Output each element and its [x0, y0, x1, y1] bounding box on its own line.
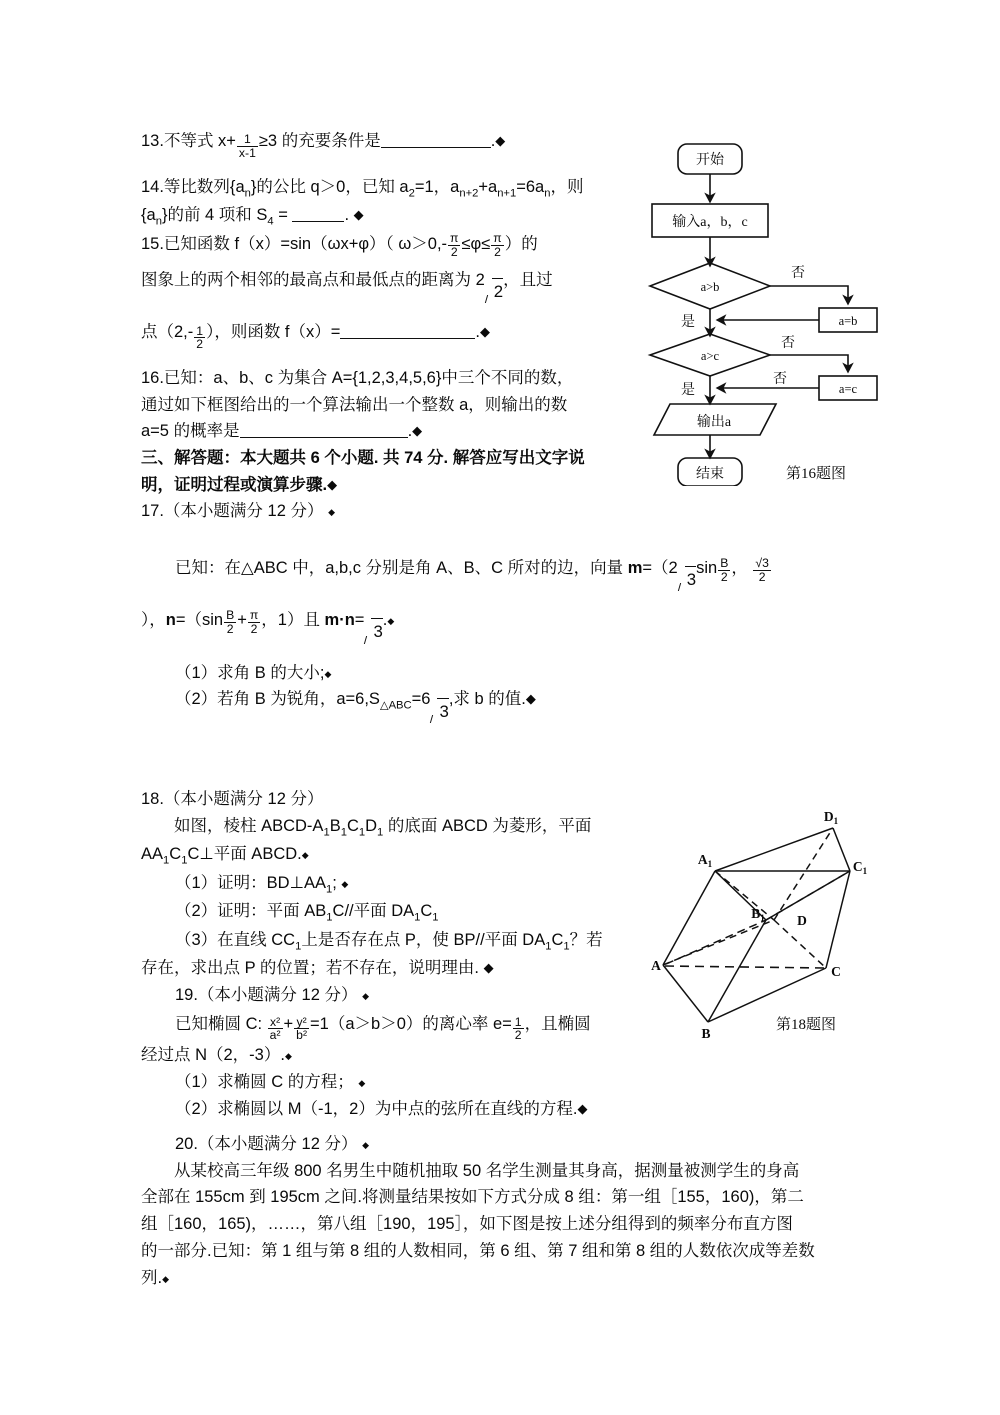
q13-period: . [490, 132, 496, 150]
question-18-block [141, 786, 646, 1122]
q13-text-b: ≥3 的充要条件是 [258, 132, 381, 150]
q19-f1-num: x² [270, 1014, 281, 1029]
q18-sub3-d: ？若 [569, 930, 603, 949]
edge-d-d1-hidden [774, 828, 833, 920]
q19-f3-num: 1 [514, 1014, 522, 1029]
q20-line1: 从某校高三年级 800 名男生中随机抽取 50 名学生测量其身高，据测量被测学生的身高 [174, 1161, 800, 1180]
q18-sub2-a: （2）证明：平面 AB [175, 902, 327, 921]
q17-line1-b: =（2 [642, 559, 678, 577]
q14-line2-d: . [344, 206, 350, 225]
q17-line1-a: 已知：在△ABC 中，a,b,c 分别是角 A、B、C 所对的边，向量 [175, 559, 628, 577]
q20-line2: 全部在 155cm 到 195cm 之间.将测量结果按如下方式分成 8 组：第一组［155，160)，第二 [141, 1188, 804, 1207]
q14-line1-c: =1，a [414, 177, 460, 196]
q18-sub3-c: C [551, 930, 564, 949]
q17-line2-marker: ◆ [387, 616, 395, 627]
section-3-line2-text: 明，证明过程或演算步骤. [141, 475, 328, 494]
q13-fraction [237, 133, 258, 159]
q17-header-text: 17.（本小题满分 12 分） [141, 502, 324, 521]
q13-end-marker: ◆ [495, 133, 506, 148]
question-16-line1: 16.已知：a、b、c 为集合 A={1,2,3,4,5,6}中三个不同的数， [141, 368, 574, 387]
q19-f2-num: y² [296, 1014, 307, 1029]
q19-header-marker: ◆ [362, 990, 369, 1001]
section-3-marker: ◆ [327, 476, 338, 492]
flow-edge-yes-1: 是 [681, 315, 695, 330]
q15-half-num: 1 [196, 323, 204, 338]
q13-fraction-denominator: x-1 [238, 145, 256, 160]
q17-pi-over-2 [248, 609, 260, 635]
q19-line2-text: 经过点 N（2，-3）. [141, 1046, 285, 1065]
q18-sub-a1b: 1 [163, 854, 170, 867]
edge-a1-a [663, 871, 715, 965]
q18-sub-d1: 1 [377, 826, 384, 839]
vertex-label-b: B [701, 1026, 711, 1041]
edge-b-c [708, 968, 826, 1022]
flow-label-input: 输入a，b，c [672, 215, 748, 230]
q20-header [141, 1131, 886, 1158]
q18-line2-c: C⊥平面 ABCD. [187, 845, 302, 864]
q15-pi-over-2-left [448, 232, 460, 258]
q18-sub2-c: C [420, 902, 433, 921]
q17-line1 [141, 555, 886, 593]
flow-label-assign-2: a=c [838, 382, 858, 396]
q17-sub2 [141, 686, 886, 724]
q19-f3-den: 2 [514, 1028, 522, 1043]
q18-line2-a: AA [141, 845, 164, 864]
q17-sub1-marker: ◆ [324, 668, 332, 679]
flow-edge-yes-2: 是 [681, 383, 695, 398]
q17-line2-e: = [354, 611, 365, 630]
q19-line1-b: + [283, 1014, 294, 1033]
q15-line1-a: 15.已知函数 f（x）=sin（ωx+φ）（ ω＞0,- [141, 234, 448, 253]
solid-caption: 第18题图 [775, 1017, 837, 1033]
q19-sub1-marker: ◆ [358, 1077, 366, 1088]
q18-sub1-subscript: 1 [325, 882, 333, 895]
q15-pi-over-2-right [491, 232, 503, 258]
solid-figure-18 [648, 798, 900, 1050]
section-3-line2 [141, 472, 641, 499]
question-17-body [141, 555, 886, 725]
question-15-line3 [141, 319, 641, 351]
question-15-line2 [141, 267, 641, 305]
flow-label-output: 输出a [696, 415, 732, 430]
q14-line1-b: }的公比 q＞0，已知 a [250, 177, 409, 196]
q19-header [141, 982, 646, 1009]
q17-vector-m: m [627, 559, 643, 577]
q18-sub2-s2: 1 [414, 911, 421, 924]
q17-line2-b: =（sin [175, 611, 224, 630]
q18-sub4 [141, 955, 646, 982]
q18-sub3-s3: 1 [563, 939, 570, 952]
q18-line2-b: C [169, 845, 182, 864]
q13-fraction-numerator: 1 [244, 132, 251, 147]
flowchart-figure-16 [636, 136, 894, 486]
q17-line2-f: . [382, 611, 388, 630]
q15-half-fraction [194, 325, 205, 351]
q18-sub3-b: 上是否存在点 P，使 BP//平面 DA [301, 930, 546, 949]
q17-line1-c: sin [696, 559, 718, 577]
q17-sub2-c: ,求 b 的值. [448, 690, 526, 709]
q18-line2-marker: ◆ [301, 850, 309, 861]
q17-sqrt3-over-2 [753, 557, 770, 583]
q17-sub2-b: =6 [411, 690, 431, 709]
q19-line1 [141, 1009, 646, 1043]
q17-pi-den: 2 [248, 622, 260, 636]
q18-sub4-marker: ◆ [483, 960, 494, 976]
q17-pi-num: π [249, 608, 259, 623]
q14-end-marker: ◆ [353, 207, 364, 223]
edge-c1-c [826, 871, 850, 968]
q18-sub2-s3: 1 [432, 911, 439, 924]
q13-answer-blank[interactable] [381, 147, 491, 148]
q19-sub2-marker: ◆ [577, 1100, 588, 1116]
q18-line2 [141, 841, 646, 869]
flow-edge-no-3: 否 [773, 372, 787, 387]
q17-line2-a: ）， [141, 611, 166, 630]
q19-line1-d: ，且椭圆 [524, 1014, 591, 1033]
q19-fraction-y2-b2 [294, 1016, 309, 1042]
q18-sub1-a: （1）证明：BD⊥AA [175, 873, 326, 892]
q15-line2-b: ，且过 [503, 270, 553, 289]
vertex-label-b1: $B_1$ [751, 906, 765, 923]
q18-sub1-marker: ◆ [341, 878, 349, 889]
q19-sub1 [141, 1069, 646, 1096]
question-13 [141, 128, 641, 160]
q14-sub-2: 2 [408, 186, 415, 199]
q20-line4: 的一部分.已知：第 1 组与第 8 组的人数相同，第 6 组、第 7 组和第 8 组的人数依次成等差数 [141, 1241, 815, 1260]
q17-radical-3 [678, 565, 696, 593]
q17-line2-d: ，1）且 [261, 611, 325, 630]
q18-sub4-text: 存在，求出点 P 的位置；若不存在，说明理由. [141, 959, 479, 978]
question-16-line3 [141, 418, 641, 445]
q15-line3-b: ），则函数 f（x）= [206, 323, 341, 342]
q14-line1-d: +a [478, 177, 498, 196]
q14-line1-f: ，则 [550, 177, 584, 196]
q20-line5-text: 列. [141, 1268, 163, 1287]
q17-line2-c: + [237, 611, 247, 630]
q16-line3-a: a=5 的概率是 [141, 422, 240, 441]
q19-fraction-x2-a2 [268, 1016, 283, 1042]
q17-sub2-a: （2）若角 B 为锐角，a=6,S [175, 690, 380, 709]
q18-line1-b: B [329, 816, 341, 835]
q18-sub-c1b: 1 [181, 854, 188, 867]
q17-rad3-radicand: 3 [686, 570, 697, 590]
q18-sub2-b: C//平面 DA [332, 902, 415, 921]
question-17-header [141, 498, 641, 525]
q17-b-den: 2 [718, 570, 730, 584]
q16-end-marker: ◆ [412, 423, 423, 439]
q15-line3-c: . [475, 323, 480, 342]
vertex-label-a: A [651, 958, 661, 973]
q15-line1-c: ）的 [504, 234, 538, 253]
question-column-upper [141, 128, 641, 525]
flow-label-decision-2: a>c [700, 349, 720, 363]
q17-radical-3c [430, 697, 448, 725]
vertex-label-a1: $A_1$ [697, 852, 713, 869]
q17-line1-d: ， [731, 559, 748, 577]
q19-sub2-text: （2）求椭圆以 M（-1，2）为中点的弦所在直线的方程. [175, 1099, 578, 1118]
q18-sub3-s1: 1 [295, 939, 302, 952]
q17-line2 [141, 607, 886, 645]
q19-f1-den: a² [269, 1028, 281, 1043]
q18-sub3-s2: 1 [545, 939, 552, 952]
q17-b-over-2 [718, 557, 730, 583]
q17-sub2-subscript: △ABC [379, 699, 412, 712]
vertex-label-c: C [831, 964, 841, 979]
q18-sub1 [141, 870, 646, 898]
q18-line1-a: 如图，棱柱 ABCD-A [174, 816, 324, 835]
q14-sub-n1b: n+1 [497, 186, 517, 199]
q13-number: 13. [141, 132, 164, 150]
q19-line2 [141, 1042, 646, 1069]
q19-line2-marker: ◆ [284, 1051, 292, 1062]
q15-pi-den-r: 2 [491, 245, 503, 259]
q17-sub2-marker: ◆ [525, 691, 536, 707]
q17-sub1 [141, 660, 886, 687]
question-14 [141, 174, 641, 202]
diagonal-a-c-hidden [665, 966, 824, 968]
q14-sub-n1: n [244, 186, 251, 199]
q17-vector-n: n [165, 611, 176, 630]
q17-sqrt3-num: √3 [755, 555, 769, 570]
q17-b-num: B [720, 555, 729, 570]
q16-answer-blank[interactable] [240, 437, 408, 438]
q15-pi-num-r: π [493, 231, 502, 246]
q19-sub1-text: （1）求椭圆 C 的方程； [175, 1072, 354, 1091]
edge-a-b [663, 965, 708, 1022]
diagonal-a-b1-hidden [666, 920, 766, 964]
q15-answer-blank[interactable] [340, 338, 475, 339]
edge-a1-d1 [715, 828, 833, 871]
q15-radical-2 [485, 277, 503, 305]
flow-label-start: 开始 [696, 153, 724, 168]
diagonal-a1-d-hidden [715, 871, 774, 920]
flow-caption: 第16题图 [785, 466, 847, 482]
flow-label-assign-1: a=b [838, 314, 858, 328]
q17-rad3c-radicand: 3 [439, 701, 449, 721]
q17-sqrt3-den: 2 [753, 570, 770, 584]
question-15-line1 [141, 231, 641, 259]
q20-header-text: 20.（本小题满分 12 分） [175, 1135, 358, 1153]
q19-header-text: 19.（本小题满分 12 分） [175, 985, 358, 1004]
q15-pi-num-l: π [450, 231, 459, 246]
vertex-label-d: D [797, 913, 807, 928]
q15-end-marker: ◆ [479, 324, 490, 340]
q17-header-marker: ◆ [328, 507, 335, 518]
q17-dot-product: m·n [324, 611, 355, 630]
q20-header-marker: ◆ [362, 1140, 369, 1150]
q14-line2-b: }的前 4 项和 S [161, 206, 268, 225]
q15-line3-a: 点（2,- [141, 323, 194, 342]
q18-sub-c1: 1 [358, 826, 366, 839]
q18-sub-b1: 1 [340, 826, 347, 839]
question-16-line2: 通过如下框图给出的一个算法输出一个整数 a，则输出的数 [141, 395, 568, 414]
q15-radicand: 2 [493, 281, 504, 301]
q18-sub2-s1: 1 [326, 911, 333, 924]
q20-line5-marker: ◆ [162, 1273, 170, 1284]
q20-line3: 组［160，165)，……，第八组［190，195］，如下图是按上述分组得到的频率分布直方图 [141, 1215, 793, 1234]
q18-sub1-b: ; [332, 873, 337, 892]
q15-line2-a: 图象上的两个相邻的最高点和最低点的距离为 2 [141, 270, 485, 289]
q18-header: 18.（本小题满分 12 分） [141, 790, 324, 808]
question-14-line2 [141, 202, 641, 230]
q14-line1-e: =6a [516, 177, 545, 196]
section-3-line1: 三、解答题：本大题共 6 个小题. 共 74 分. 解答应写出文字说 [141, 449, 585, 468]
q18-sub2 [141, 898, 646, 926]
question-20-block [141, 1131, 886, 1291]
q18-line1 [141, 813, 646, 841]
q15-half-den: 2 [196, 337, 204, 352]
q19-sub2 [141, 1096, 646, 1123]
q18-line1-c: C [346, 816, 359, 835]
q14-line2-a: {a [141, 206, 156, 225]
q18-sub3 [141, 927, 646, 955]
q17-sub1-text: （1）求角 B 的大小; [175, 663, 325, 682]
q17-b-den-2: 2 [224, 622, 236, 636]
q19-line1-a: 已知椭圆 C: [175, 1014, 267, 1033]
q17-radical-3b [364, 617, 382, 645]
q19-f2-den: b² [296, 1028, 308, 1043]
q15-pi-den-l: 2 [448, 245, 460, 259]
q17-rad3b-radicand: 3 [373, 622, 383, 642]
q18-line1-e: 的底面 ABCD 为菱形，平面 [383, 816, 592, 835]
flow-label-decision-1: a>b [700, 280, 720, 294]
q18-sub-a1: 1 [323, 826, 330, 839]
vertex-label-d1: $D_1$ [823, 809, 839, 826]
edge-d1-c1 [833, 828, 850, 871]
q18-sub3-a: （3）在直线 CC [175, 930, 296, 949]
flow-edge-no-1: 否 [791, 266, 805, 281]
edge-b1-b [708, 920, 766, 1022]
q14-sub-n3: n [544, 186, 551, 199]
q14-sub-n2: n+2 [459, 186, 479, 199]
flow-label-end: 结束 [696, 467, 724, 482]
q19-line1-c: =1（a＞b＞0）的离心率 e= [310, 1014, 512, 1033]
q20-line5 [141, 1265, 886, 1292]
q14-line2-sub: n [155, 215, 162, 228]
flow-edge-no-2: 否 [781, 336, 795, 351]
q16-line3-b: . [407, 422, 413, 441]
q14-answer-blank[interactable] [292, 221, 344, 222]
q13-text-a: 不等式 x+ [163, 132, 236, 150]
vertex-label-c1: $C_1$ [852, 859, 868, 876]
q17-b-over-2-b [224, 609, 236, 635]
q14-line1-a: 14.等比数列{a [141, 177, 245, 196]
q17-b-num-2: B [226, 608, 235, 623]
q18-line1-d: D [365, 816, 378, 835]
q14-line2-c: = [273, 206, 293, 225]
q19-fraction-half [513, 1016, 524, 1042]
q15-line1-b: ≤φ≤ [461, 234, 491, 253]
q14-line2-sub2: 4 [267, 215, 274, 228]
